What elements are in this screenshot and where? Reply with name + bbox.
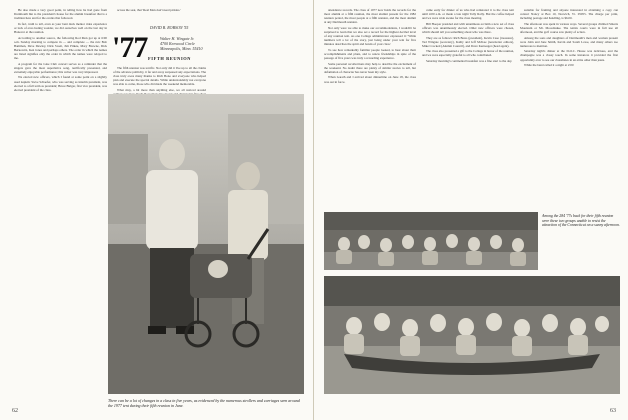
paragraph: The afternoon was spent in various ways. Several groups climbed Smarts Mountain or Mt. Moosilauke. The tennis courts were in full use all afternoon, and the golf course saw plenty of action. [520,21,618,34]
right-column-2 [422,8,514,208]
correspondent-name: Walter H. Wingate Jr. [160,36,195,41]
paragraph: To see how remarkably familiar people looked, to hear about their accomplishments and plans, and to renew friendships in spite of the passage of five years was truly a rewarding experience. [324,47,416,61]
stroller-photo [108,94,304,394]
paragraph: The fifth reunion was terrific. Not only did it live up to all the claims of the advance publicity, it far and away surpassed any expectations. The class truly owes many thanks to Rich Bono and everyone who helped plan and execute the special details. While understandably not everyone was able to come, those who did made the weekend memorable. [113,66,206,87]
river-group-photo-bottom [324,276,620,394]
left-column-1-bottom [14,282,104,394]
right-column-3 [520,8,618,208]
paragraph: When Gareth and I arrived about dinnertime on June 18, the class was out in force. [324,75,416,84]
paragraph: Saturday morning's continental breakfast was a fine start to the day. [426,59,513,64]
paragraph: Saturday night's dinner at the D.O.C. House was delicious, and the champagne was a classy touch. In some instances it provided the first opportunity ever to see our classmates in an attire other than jeans. [520,49,618,62]
paragraph: Some personal recollections may help to describe the excitement of the weekend. No doubt there are plenty of similar stories to tell, but defamation of character has never been my style. [324,61,416,74]
paragraph [212,8,305,12]
paragraph: A program for the Glee Club concert serves as a reminder that the singers gave the most superlative song, terrifically presented, and extremely enjoyable performance; this writer was very impressed. [14,61,107,74]
correspondent-street: 4700 Kenwood Circle [160,41,195,46]
right-column-1 [324,8,416,208]
river-photo-caption: Among the 284 '77s back for their fifth reunion were these two groups unable to resist the attraction of the Connecticut on a sunny afternoon. [542,214,620,228]
stroller-photo-illustration [108,94,304,394]
paragraph: Not only were we able to make our accommodations, I wouldn't be surprised to learn that we also set a record for the highest decibel level of any reunion tent. As one College administrator expressed it: 'While numbers tell a lot of the story, just being under your tent for five minutes describes the spirit and bonds of your class.' [324,25,416,47]
paragraph: attendance records. The class of 1977 now holds the records for the most alumni at a fifth reunion, the most alumni present for the 1982 reunion period, the most people at a fifth reunion, and the most alumni at any Dartmouth reunion. [324,8,416,25]
paragraph: Bill Hooper presided and with unanimous acclaim a new set of class officers was unanimously elected. Other new officers were chosen, which should tell you something about who was there. [422,21,514,34]
right-page [314,0,628,420]
paragraph: We elected new officers, which I found at some point on a slightly used napkin: Steve Schaefer, who was serving as interim president, was elected to a full term as president; Bruce Bulger, first vice president, was elected president of the class. [14,75,107,92]
correspondent-city: Minneapolis, Minn. 55410 [160,46,203,51]
page-number-left: 62 [12,408,18,414]
river-group-photo-top-illustration [324,212,538,270]
paragraph: The class also presented a gift to the College in honor of the reunion, and we were especially grateful to all who contributed. [422,49,514,58]
signature-line: DAVID B. ROBSON '55 [150,25,189,30]
correspondent-address [160,36,202,51]
page-number-right: 63 [610,408,616,414]
section-title: FIFTH REUNION [148,56,192,61]
stroller-photo-caption: There can be a lot of changes in a class in five years, as evidenced by the numerous strollers and carriages seen around the 1977 tent during their fifth reunion in June. [108,398,300,408]
paragraph: Among the sons and daughters of Dartmouth's men and women present were John and Jane Smith, Kevin and Sarah Lowe, and many others too numerous to mention. [520,35,618,48]
river-group-photo-bottom-illustration [324,276,620,394]
river-group-photo-top [324,212,538,270]
paragraph: They are as follows: Rich Bono (president), Kevin Case (treasurer), Ted Wingate (secretary), Kathy and Jeff McKee (newsletter editors), Mike Crockett (Alumni Council), and Dave Kerneager (head agent). [422,35,514,48]
paragraph: According to another source, the following Rod Men got up at 6:00 a.m. Sunday morning to compete in — and complete — the run: Bob Bamman, Dave Dawley, Dick Swett, Jim Pinkie, Mary Browne, Dick Berkowitz, Ken Jones and perhaps others. The order in which the names are listed signifies only the order in which the names were relayed to me. [14,35,107,61]
paragraph [14,282,104,286]
left-column-3-top [212,8,305,58]
paragraph: suitable for framing and anyone interested in obtaining a copy can contact Nancy at Box 10, Norwich, Vt. 05055. The charge per print, including postage and handling, is $6.00. [520,8,618,21]
paragraph: In fact, truth to tell, even as your bent duck mentor rides experience or lack of ever-lasting wonder, we did ourselves well on the last day in Hanover at the reunion. [14,21,107,34]
paragraph: While the band called it a night at 2:00 [524,63,574,68]
paragraph: He also made a very good point, in telling how he had gone from Dartmouth Inn to the president's house for the alumni breakfast that is a tradition here and for the events that followed. [14,8,107,21]
paragraph: What may, a bit more than anything else, we all noticed around [117,87,206,92]
paragraph: came early for dinner of us who had reinstated it to the class tent until 4:00 a.m. or made a late night Tally Rally. But the coffee helped and we were wide awake for the class meeting. [422,8,514,21]
class-year-heading: '77 [112,31,148,64]
left-column-1 [14,8,107,278]
paragraph: across the seat, that 'Real Men don't need pickles.' [117,8,181,12]
